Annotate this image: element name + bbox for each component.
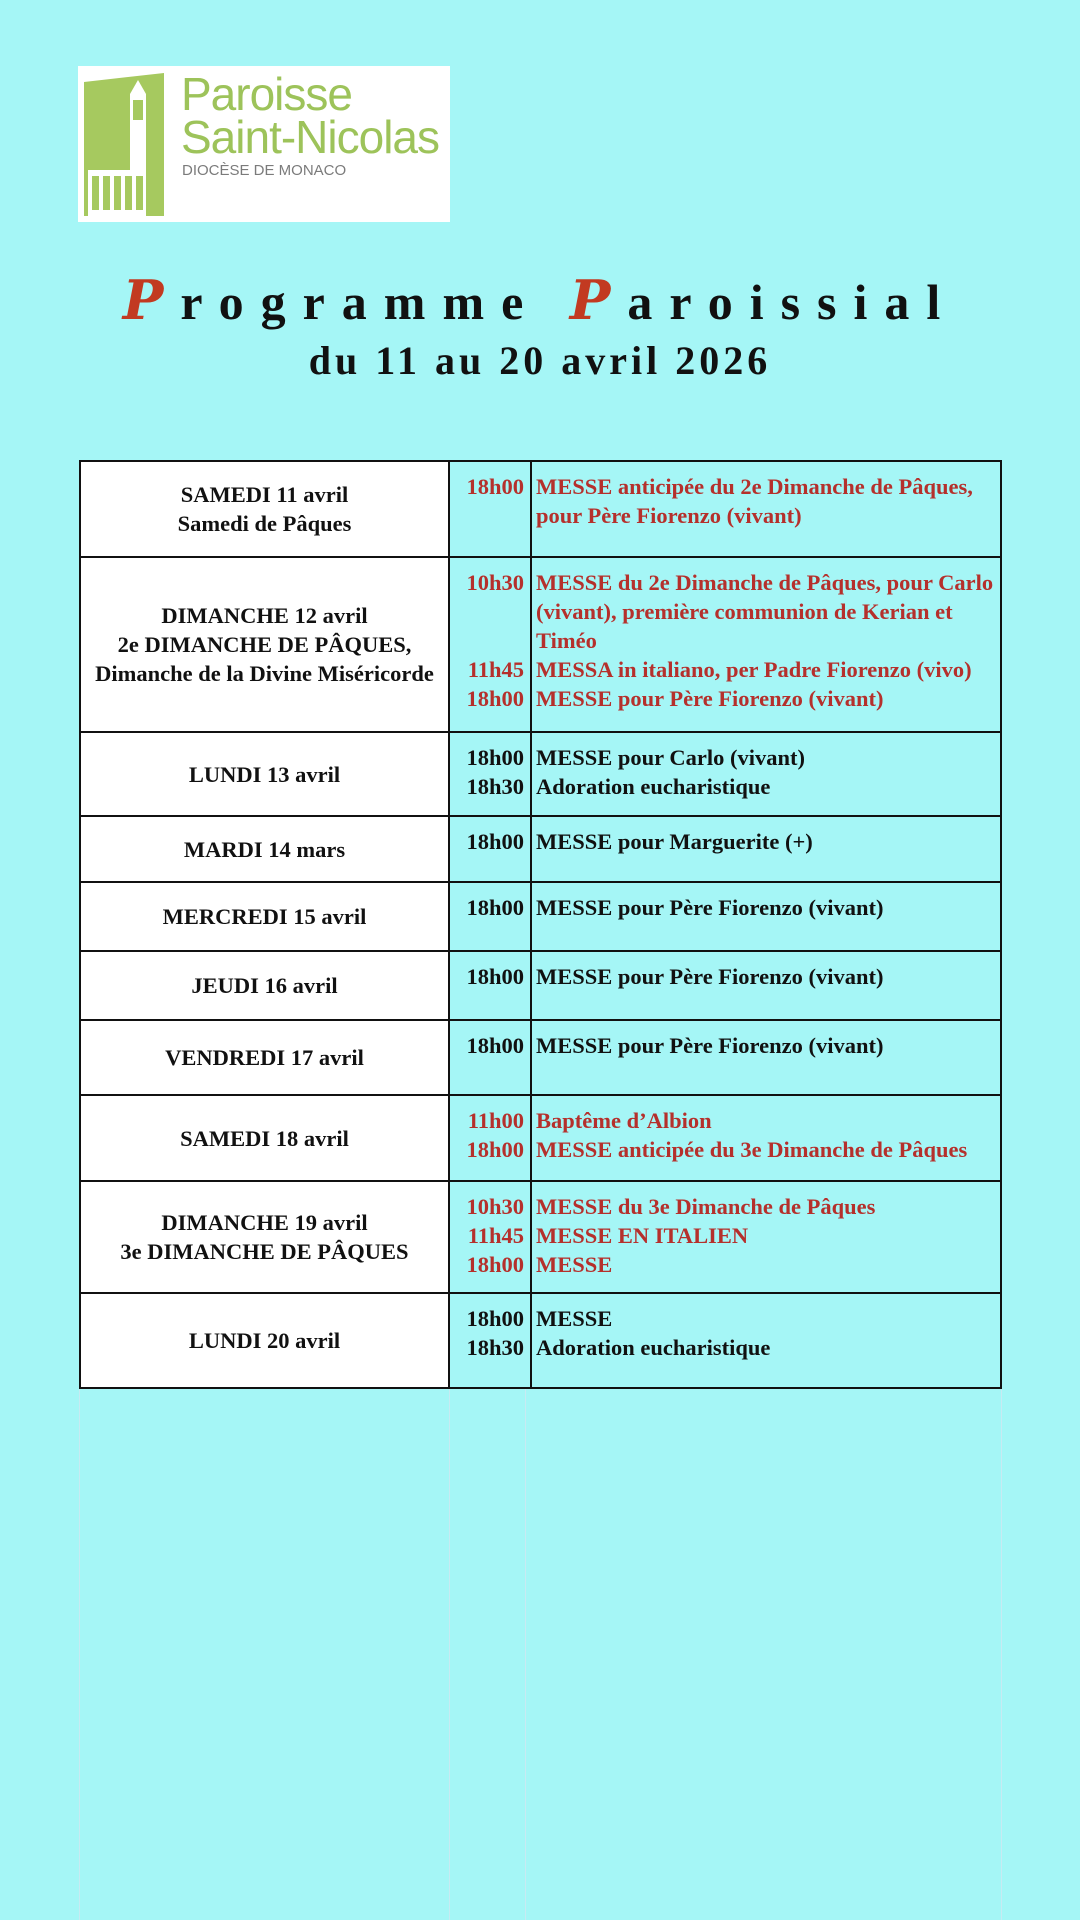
title-word-1: rogramme <box>180 274 541 330</box>
schedule-row <box>80 816 1001 882</box>
event-time: 10h30 <box>466 570 524 595</box>
event-time: 11h45 <box>467 657 524 682</box>
schedule-times-cell <box>449 816 531 882</box>
schedule-row <box>80 461 1001 557</box>
event-description: MESSE <box>536 1306 613 1331</box>
schedule-table <box>79 460 1002 1389</box>
church-tower-icon <box>78 66 178 222</box>
day-label: Samedi de Pâques <box>177 511 352 536</box>
event-description: MESSE anticipée du 3e Dimanche de Pâques <box>536 1137 968 1162</box>
event-description: MESSE pour Carlo (vivant) <box>536 745 805 770</box>
column-guide <box>79 1388 80 1920</box>
event-description: MESSE du 3e Dimanche de Pâques <box>536 1194 876 1219</box>
schedule-day-cell <box>80 1293 449 1388</box>
schedule-events-cell <box>531 732 1001 816</box>
event-description: MESSE pour Marguerite (+) <box>536 829 813 854</box>
day-label: MERCREDI 15 avril <box>162 904 367 929</box>
day-label: SAMEDI 18 avril <box>180 1125 349 1151</box>
event-time: 18h00 <box>466 1137 524 1162</box>
title-initial-1: P <box>122 268 181 332</box>
schedule-times-cell <box>449 557 531 732</box>
schedule-times-cell <box>449 732 531 816</box>
schedule-times-cell <box>449 951 531 1020</box>
schedule-day-cell <box>80 951 449 1020</box>
title-word-2: aroissial <box>627 274 958 330</box>
event-time: 18h00 <box>466 474 524 499</box>
event-description: MESSE pour Père Fiorenzo (vivant) <box>536 686 884 711</box>
schedule-row <box>80 951 1001 1020</box>
schedule-events-cell <box>531 1020 1001 1095</box>
day-label: DIMANCHE 12 avril <box>161 603 368 628</box>
logo-line-saint-nicolas: Saint-Nicolas <box>181 111 439 163</box>
event-time: 18h30 <box>466 774 524 799</box>
schedule-day-cell <box>80 882 449 951</box>
column-guide <box>525 1388 526 1920</box>
day-label: Dimanche de la Divine Miséricorde <box>95 661 434 686</box>
day-label: LUNDI 13 avril <box>188 761 341 787</box>
day-label: LUNDI 20 avril <box>188 1328 341 1353</box>
schedule-row <box>80 557 1001 732</box>
schedule-events-cell <box>531 461 1001 557</box>
schedule-day-cell <box>80 1095 449 1181</box>
schedule-row <box>80 732 1001 816</box>
schedule-day-cell <box>80 461 449 557</box>
event-description: MESSE pour Père Fiorenzo (vivant) <box>536 964 884 989</box>
event-description: Adoration eucharistique <box>536 774 771 799</box>
logo-line-diocese: DIOCÈSE DE MONACO <box>182 162 347 179</box>
event-time: 18h30 <box>466 1335 524 1360</box>
event-time: 11h00 <box>467 1108 524 1133</box>
event-time: 18h00 <box>466 686 524 711</box>
column-guide <box>449 1388 450 1920</box>
schedule-row <box>80 1181 1001 1293</box>
schedule-day-cell <box>80 1181 449 1293</box>
schedule-day-cell <box>80 816 449 882</box>
event-description: MESSE EN ITALIEN <box>536 1223 749 1248</box>
schedule-day-cell <box>80 1020 449 1095</box>
schedule-events-cell <box>531 1181 1001 1293</box>
day-label: 3e DIMANCHE DE PÂQUES <box>120 1239 409 1264</box>
column-guide <box>1001 1388 1002 1920</box>
schedule-times-cell <box>449 1293 531 1388</box>
schedule-day-cell <box>80 557 449 732</box>
logo-line-paroisse: Paroisse <box>181 68 352 120</box>
schedule-day-cell <box>80 732 449 816</box>
event-time: 18h00 <box>466 1033 524 1058</box>
event-description: MESSE <box>536 1252 613 1277</box>
event-description: MESSA in italiano, per Padre Fiorenzo (vivo) <box>536 657 972 682</box>
schedule-times-cell <box>449 1181 531 1293</box>
day-label: MARDI 14 mars <box>183 836 346 862</box>
schedule-events-cell <box>531 1293 1001 1388</box>
title-initial-2: P <box>569 268 628 332</box>
event-time: 18h00 <box>466 745 524 770</box>
day-label: DIMANCHE 19 avril <box>161 1210 368 1235</box>
schedule-events-cell <box>531 882 1001 951</box>
page-title <box>0 268 1080 332</box>
schedule-events-cell <box>531 951 1001 1020</box>
schedule-row <box>80 1020 1001 1095</box>
event-time: 18h00 <box>466 895 524 920</box>
event-time: 18h00 <box>466 829 524 854</box>
page-subtitle: du 11 au 20 avril 2026 <box>308 338 772 383</box>
event-time: 11h45 <box>467 1223 524 1248</box>
schedule-events-cell <box>531 1095 1001 1181</box>
parish-logo <box>78 66 450 222</box>
schedule-row <box>80 1293 1001 1388</box>
event-time: 10h30 <box>466 1194 524 1219</box>
event-description: Adoration eucharistique <box>536 1335 771 1360</box>
event-description: MESSE pour Père Fiorenzo (vivant) <box>536 1033 884 1058</box>
schedule-events-cell <box>531 557 1001 732</box>
day-label: 2e DIMANCHE DE PÂQUES, <box>117 632 412 657</box>
schedule-times-cell <box>449 1095 531 1181</box>
event-description: MESSE anticipée du 2e Dimanche de Pâques, pour Père Fiorenzo (vivant) <box>536 474 973 528</box>
schedule-events-cell <box>531 816 1001 882</box>
day-label: VENDREDI 17 avril <box>165 1045 364 1070</box>
event-description: MESSE du 2e Dimanche de Pâques, pour Carlo (vivant), première communion de Kerian et Timéo <box>536 570 994 653</box>
event-description: Baptême d’Albion <box>536 1108 712 1133</box>
event-time: 18h00 <box>466 1306 524 1331</box>
schedule-row <box>80 882 1001 951</box>
schedule-times-cell <box>449 1020 531 1095</box>
schedule-times-cell <box>449 461 531 557</box>
event-time: 18h00 <box>466 964 524 989</box>
schedule-row <box>80 1095 1001 1181</box>
schedule-times-cell <box>449 882 531 951</box>
day-label: SAMEDI 11 avril <box>180 482 349 507</box>
event-description: MESSE pour Père Fiorenzo (vivant) <box>536 895 884 920</box>
day-label: JEUDI 16 avril <box>191 973 338 998</box>
event-time: 18h00 <box>466 1252 524 1277</box>
